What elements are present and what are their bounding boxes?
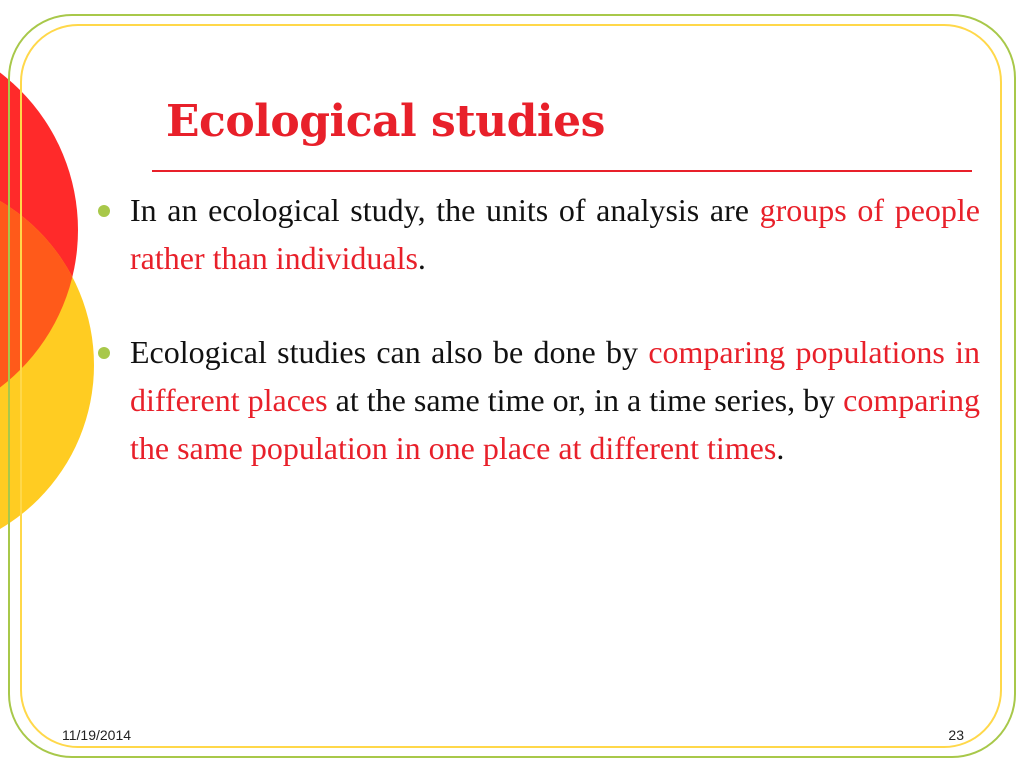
bullet-text-part: In an ecological study, the units of analysis are [130, 192, 760, 228]
slide-title: Ecological studies [166, 96, 605, 147]
bullet-highlight-text: groups of people rather than individuals [130, 192, 981, 276]
slide-number: 23 [948, 727, 964, 743]
bullet-highlight-text: comparing the same population in one place at different times [130, 382, 981, 466]
bullet-text-part: . [776, 430, 785, 466]
bullet-list [96, 186, 980, 518]
bullet-text-part: at the same time or, in a time series, by [327, 382, 844, 418]
bullet-item [96, 186, 980, 282]
bullet-text-part: Ecological studies can also be done by [130, 334, 649, 370]
bullet-highlight-text: comparing populations in different places [130, 334, 981, 418]
title-underline [152, 170, 972, 172]
bullet-dot-icon [98, 347, 110, 359]
bullet-text-part: . [417, 240, 426, 276]
bullet-item [96, 328, 980, 472]
footer-date: 11/19/2014 [62, 727, 132, 743]
bullet-dot-icon [98, 205, 110, 217]
